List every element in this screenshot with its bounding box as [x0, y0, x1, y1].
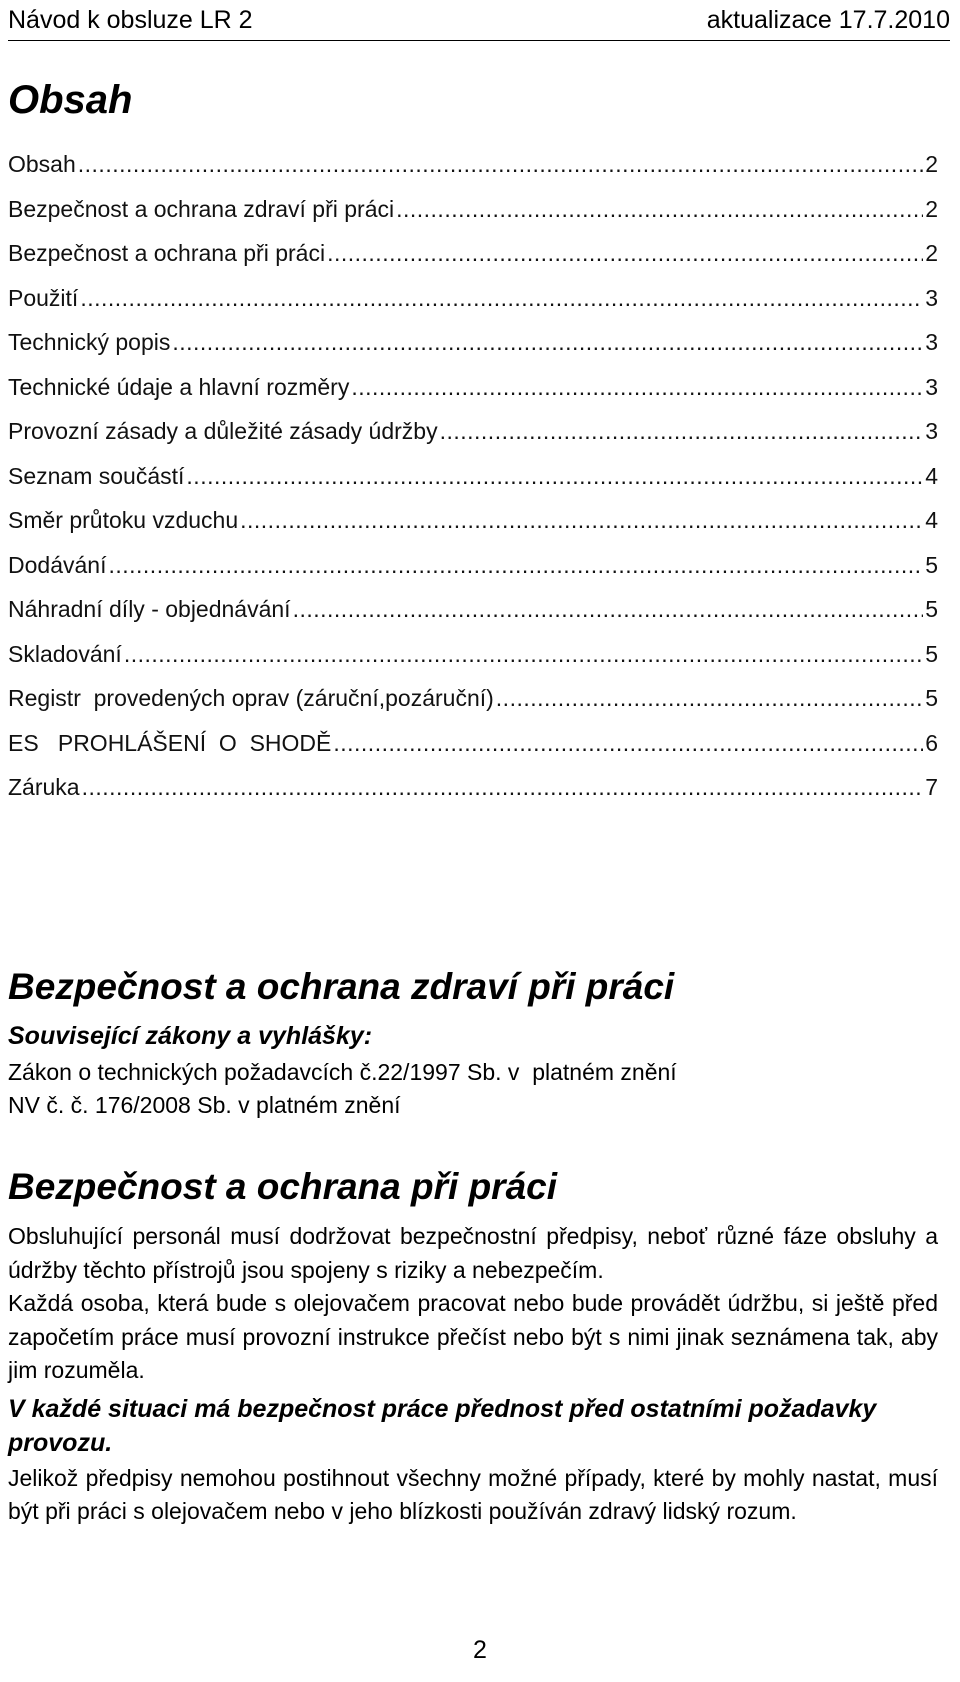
- toc-entry[interactable]: [8, 552, 938, 597]
- toc-dot-leader: [82, 774, 924, 801]
- section-work-safety: [8, 1164, 938, 1529]
- paragraph: Jelikož předpisy nemohou postihnout všechny možné případy, které by mohly nastat, musí být při práci s olejovačem nebo v jeho blízkosti používán zdravý lidský rozum.: [8, 1464, 938, 1524]
- toc-entry-page: 2: [925, 195, 938, 222]
- toc-entry-label: Směr průtoku vzduchu: [8, 507, 239, 533]
- toc-entry[interactable]: [8, 240, 938, 285]
- toc-entry[interactable]: [8, 374, 938, 419]
- page-number: 2: [473, 1636, 487, 1664]
- toc-entry-page: 5: [925, 551, 938, 578]
- header-revision-date: aktualizace 17.7.2010: [706, 5, 950, 34]
- section-health-safety: [8, 964, 948, 1122]
- toc-entry-page: 5: [925, 685, 938, 711]
- toc-title: Obsah: [8, 78, 133, 122]
- toc-entry-label: Skladování: [8, 640, 122, 667]
- header-document-title: Návod k obsluze LR 2: [8, 5, 253, 34]
- paragraph: Každá osoba, která bude s olejovačem pracovat nebo bude provádět údržbu, si ještě před započetím práce musí provozní instrukce přečíst nebo být s nimi jinak seznámena tak, aby jim rozuměla.: [8, 1290, 938, 1383]
- toc-dot-leader: [396, 196, 923, 223]
- toc-entry[interactable]: [8, 774, 938, 819]
- toc-entry[interactable]: [8, 730, 938, 775]
- toc-entry[interactable]: [8, 151, 938, 196]
- toc-entry[interactable]: [8, 685, 938, 730]
- toc-entry-label: Technický popis: [8, 329, 171, 355]
- toc-entry-label: Bezpečnost a ochrana zdraví při práci: [8, 195, 395, 222]
- toc-entry-page: 3: [925, 329, 938, 355]
- toc-dot-leader: [327, 240, 923, 267]
- toc-entry-page: 5: [925, 596, 938, 622]
- toc-dot-leader: [293, 596, 924, 623]
- law-reference: Zákon o technických požadavcích č.22/1997 Sb. v platném znění: [8, 1059, 677, 1085]
- toc-entry-label: Technické údaje a hlavní rozměry: [8, 373, 350, 400]
- toc-entry-label: Registr provedených oprav (záruční,pozáruční): [8, 685, 494, 711]
- toc-entry-page: 6: [925, 729, 938, 756]
- toc-entry-label: Náhradní díly - objednávání: [8, 596, 291, 622]
- toc-dot-leader: [108, 552, 923, 579]
- toc-entry-label: Dodávání: [8, 551, 107, 578]
- toc-entry-label: ES PROHLÁŠENÍ O SHODĚ: [8, 729, 332, 756]
- page-header: [8, 0, 950, 41]
- toc-entry-label: Seznam součástí: [8, 462, 185, 489]
- toc-entry-page: 7: [925, 774, 938, 800]
- toc-dot-leader: [124, 641, 923, 668]
- toc-entry-page: 4: [925, 462, 938, 489]
- toc-entry[interactable]: [8, 463, 938, 508]
- table-of-contents: [8, 151, 938, 819]
- toc-dot-leader: [351, 374, 923, 401]
- toc-dot-leader: [496, 685, 923, 712]
- toc-dot-leader: [186, 463, 923, 490]
- toc-entry-label: Použití: [8, 284, 79, 311]
- toc-entry[interactable]: [8, 507, 938, 552]
- toc-entry-page: 2: [925, 240, 938, 266]
- regulation-reference: NV č. č. 176/2008 Sb. v platném znění: [8, 1092, 401, 1118]
- section-heading: Bezpečnost a ochrana při práci: [8, 1166, 558, 1207]
- toc-entry[interactable]: [8, 641, 938, 686]
- toc-dot-leader: [440, 418, 924, 445]
- toc-dot-leader: [80, 285, 923, 312]
- toc-entry-page: 2: [925, 151, 938, 177]
- toc-entry-page: 3: [925, 284, 938, 311]
- toc-entry-page: 4: [925, 507, 938, 533]
- toc-entry-page: 3: [925, 373, 938, 400]
- toc-entry-page: 5: [925, 640, 938, 667]
- toc-dot-leader: [333, 730, 923, 757]
- toc-entry[interactable]: [8, 285, 938, 330]
- toc-entry[interactable]: [8, 196, 938, 241]
- toc-dot-leader: [240, 507, 923, 534]
- emphasis-statement: V každé situaci má bezpečnost práce přednost před ostatními požadavky provozu.: [8, 1394, 877, 1457]
- section-subheading: Související zákony a vyhlášky:: [8, 1022, 373, 1050]
- toc-entry-label: Obsah: [8, 151, 76, 177]
- paragraph: Obsluhující personál musí dodržovat bezpečnostní předpisy, neboť různé fáze obsluhy a údržby těchto přístrojů jsou spojeny s riziky a nebezpečím.: [8, 1223, 938, 1283]
- toc-entry[interactable]: [8, 596, 938, 641]
- section-heading: Bezpečnost a ochrana zdraví při práci: [8, 966, 675, 1007]
- toc-dot-leader: [78, 151, 923, 178]
- toc-dot-leader: [172, 329, 923, 356]
- toc-entry-label: Záruka: [8, 774, 80, 800]
- toc-entry-label: Bezpečnost a ochrana při práci: [8, 240, 326, 266]
- toc-entry-page: 3: [925, 418, 938, 444]
- toc-entry[interactable]: [8, 418, 938, 463]
- toc-entry[interactable]: [8, 329, 938, 374]
- toc-entry-label: Provozní zásady a důležité zásady údržby: [8, 418, 438, 444]
